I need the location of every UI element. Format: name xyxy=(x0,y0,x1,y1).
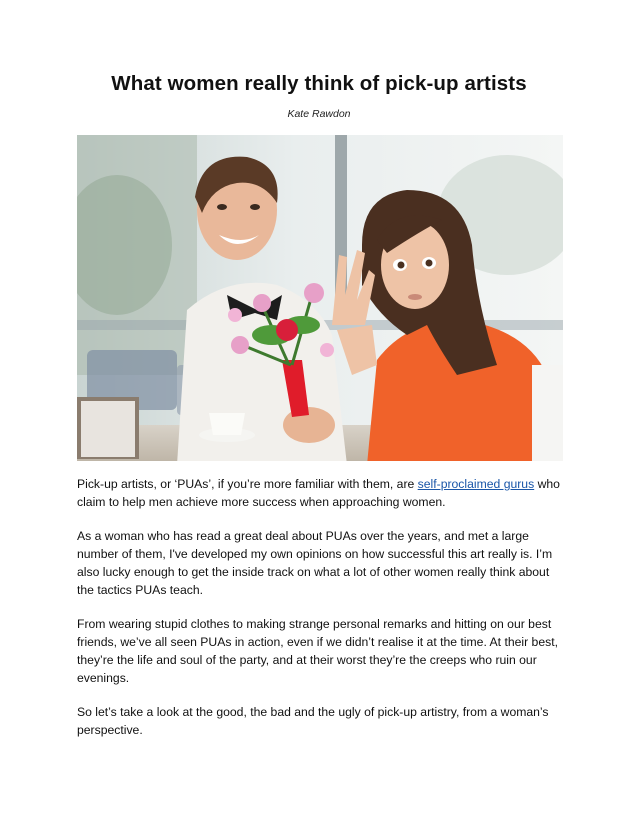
paragraph-intro xyxy=(77,475,567,511)
article-body xyxy=(77,475,567,755)
photo-illustration xyxy=(77,135,563,461)
paragraph-4: So let’s take a look at the good, the bad and the ugly of pick-up artistry, from a woman’s perspective. xyxy=(77,705,549,737)
paragraph-2: As a woman who has read a great deal about PUAs over the years, and met a large number of them, I've developed my own opinions on how successful this art really is. I’m also lucky enough to get the inside track on what a lot of other women really think about the tactics PUAs teach. xyxy=(77,529,553,597)
self-proclaimed-gurus-link[interactable]: self-proclaimed gurus xyxy=(417,477,535,491)
article-title: What women really think of pick-up artists xyxy=(111,72,527,95)
paragraph-3: From wearing stupid clothes to making strange personal remarks and hitting on our best friends, we’ve all seen PUAs in action, even if we didn’t realise it at the time. At their best, they’re the life and soul of the party, and at their worst they’re the creeps who ruin our evenings. xyxy=(77,617,558,685)
article-photo xyxy=(77,135,563,461)
paragraph-intro-before: Pick-up artists, or ‘PUAs’, if you’re more familiar with them, are xyxy=(77,477,418,491)
paragraph-intro-after: who claim to help men achieve more success when approaching women. xyxy=(77,477,560,509)
article-author: Kate Rawdon xyxy=(287,108,351,120)
